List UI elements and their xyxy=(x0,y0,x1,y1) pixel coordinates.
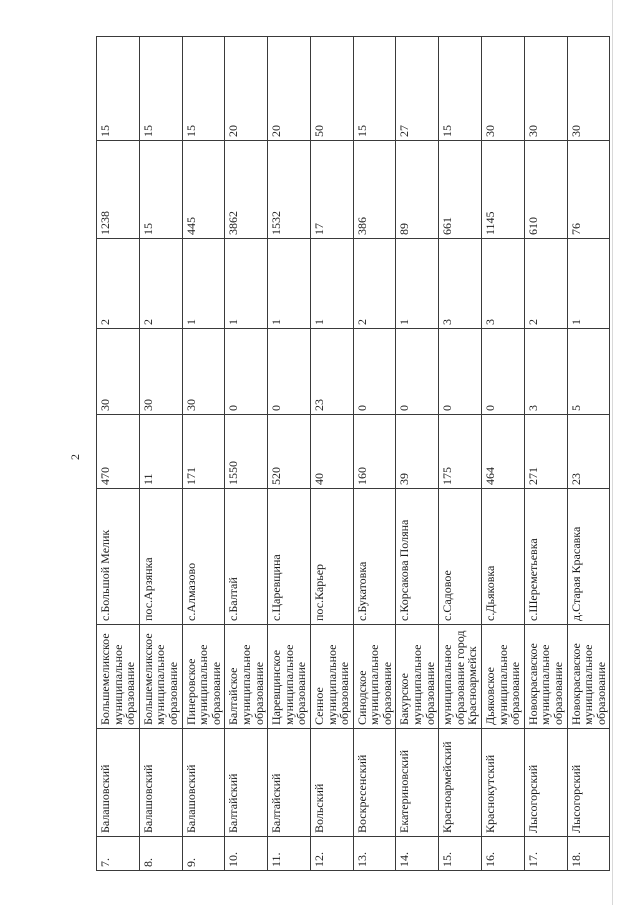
cell-col-value-3: 1 xyxy=(396,239,439,329)
cell-col-value-3: 1 xyxy=(268,239,311,329)
cell-municipality: Царевщинское муниципальное образование xyxy=(268,625,311,729)
cell-col-value-4: 445 xyxy=(182,141,225,239)
cell-row-number: 12. xyxy=(310,837,353,871)
cell-col-value-5: 50 xyxy=(310,37,353,141)
cell-col-value-5: 30 xyxy=(524,37,567,141)
table-row xyxy=(482,37,525,871)
cell-row-number: 16. xyxy=(482,837,525,871)
cell-col-value-1: 23 xyxy=(567,415,610,489)
cell-col-value-1: 39 xyxy=(396,415,439,489)
cell-col-value-5: 15 xyxy=(97,37,140,141)
cell-col-value-3: 2 xyxy=(524,239,567,329)
cell-col-value-5: 15 xyxy=(353,37,396,141)
cell-row-number: 17. xyxy=(524,837,567,871)
cell-col-value-4: 610 xyxy=(524,141,567,239)
cell-municipality: Дьяковское муниципальное образование xyxy=(482,625,525,729)
cell-col-value-1: 175 xyxy=(439,415,482,489)
cell-settlement: пос.Карьер xyxy=(310,489,353,625)
cell-settlement: с.Царевщина xyxy=(268,489,311,625)
cell-col-value-5: 30 xyxy=(567,37,610,141)
cell-district: Лысогорский xyxy=(567,729,610,837)
cell-col-value-5: 20 xyxy=(268,37,311,141)
cell-col-value-2: 30 xyxy=(139,329,182,415)
table-row xyxy=(97,37,140,871)
cell-municipality: Новокрасавское муниципальное образование xyxy=(567,625,610,729)
table-row xyxy=(268,37,311,871)
cell-col-value-2: 30 xyxy=(182,329,225,415)
cell-municipality: Синодское муниципальное образование xyxy=(353,625,396,729)
table-row xyxy=(524,37,567,871)
cell-settlement: д.Старая Красавка xyxy=(567,489,610,625)
cell-district: Балашовский xyxy=(97,729,140,837)
cell-col-value-5: 15 xyxy=(439,37,482,141)
cell-district: Балашовский xyxy=(182,729,225,837)
table-container xyxy=(96,37,608,871)
table-row xyxy=(225,37,268,871)
cell-settlement: с.Садовое xyxy=(439,489,482,625)
cell-col-value-5: 27 xyxy=(396,37,439,141)
cell-settlement: с.Корсакова Поляна xyxy=(396,489,439,625)
cell-municipality: Сенное муниципальное образование xyxy=(310,625,353,729)
cell-settlement: с.Балтай xyxy=(225,489,268,625)
cell-col-value-2: 0 xyxy=(225,329,268,415)
cell-settlement: с.Шереметьевка xyxy=(524,489,567,625)
cell-municipality: Новокрасавское муниципальное образование xyxy=(524,625,567,729)
cell-col-value-4: 1238 xyxy=(97,141,140,239)
cell-row-number: 13. xyxy=(353,837,396,871)
table-row xyxy=(310,37,353,871)
cell-district: Красноармейский xyxy=(439,729,482,837)
cell-col-value-1: 160 xyxy=(353,415,396,489)
cell-col-value-4: 1145 xyxy=(482,141,525,239)
cell-row-number: 8. xyxy=(139,837,182,871)
cell-col-value-2: 5 xyxy=(567,329,610,415)
table-row xyxy=(439,37,482,871)
cell-row-number: 15. xyxy=(439,837,482,871)
cell-district: Краснокутский xyxy=(482,729,525,837)
cell-municipality: Балтайское муниципальное образование xyxy=(225,625,268,729)
cell-col-value-3: 3 xyxy=(439,239,482,329)
cell-row-number: 14. xyxy=(396,837,439,871)
cell-municipality: Большемеликское муниципальное образование xyxy=(139,625,182,729)
table-body xyxy=(97,37,610,871)
table-row xyxy=(396,37,439,871)
cell-municipality: Бакурское муниципальное образование xyxy=(396,625,439,729)
cell-district: Вольский xyxy=(310,729,353,837)
cell-col-value-4: 3862 xyxy=(225,141,268,239)
cell-col-value-2: 0 xyxy=(439,329,482,415)
cell-row-number: 18. xyxy=(567,837,610,871)
page-number: 2 xyxy=(68,454,82,460)
cell-col-value-5: 15 xyxy=(139,37,182,141)
cell-district: Екатериновский xyxy=(396,729,439,837)
cell-col-value-2: 0 xyxy=(482,329,525,415)
cell-col-value-1: 40 xyxy=(310,415,353,489)
cell-col-value-4: 76 xyxy=(567,141,610,239)
cell-col-value-1: 520 xyxy=(268,415,311,489)
cell-col-value-1: 470 xyxy=(97,415,140,489)
cell-col-value-1: 271 xyxy=(524,415,567,489)
cell-col-value-3: 1 xyxy=(567,239,610,329)
cell-col-value-3: 3 xyxy=(482,239,525,329)
cell-col-value-4: 386 xyxy=(353,141,396,239)
cell-district: Балтайский xyxy=(225,729,268,837)
cell-col-value-2: 30 xyxy=(97,329,140,415)
cell-col-value-1: 464 xyxy=(482,415,525,489)
cell-col-value-2: 0 xyxy=(268,329,311,415)
cell-col-value-2: 0 xyxy=(353,329,396,415)
cell-municipality: муниципальное образование город Красноармейск xyxy=(439,625,482,729)
scan-edge-line xyxy=(612,0,613,905)
cell-row-number: 7. xyxy=(97,837,140,871)
cell-settlement: с.Букатовка xyxy=(353,489,396,625)
cell-col-value-2: 0 xyxy=(396,329,439,415)
cell-settlement: с.Дьяковка xyxy=(482,489,525,625)
cell-col-value-5: 15 xyxy=(182,37,225,141)
cell-col-value-3: 1 xyxy=(310,239,353,329)
cell-district: Воскресенский xyxy=(353,729,396,837)
cell-municipality: Пинеровское муниципальное образование xyxy=(182,625,225,729)
cell-col-value-2: 3 xyxy=(524,329,567,415)
table-row xyxy=(182,37,225,871)
cell-settlement: с.Большой Мелик xyxy=(97,489,140,625)
cell-settlement: пос.Арзянка xyxy=(139,489,182,625)
cell-row-number: 10. xyxy=(225,837,268,871)
cell-district: Балашовский xyxy=(139,729,182,837)
cell-col-value-3: 2 xyxy=(139,239,182,329)
cell-col-value-4: 1532 xyxy=(268,141,311,239)
cell-col-value-1: 171 xyxy=(182,415,225,489)
cell-district: Балтайский xyxy=(268,729,311,837)
cell-district: Лысогорский xyxy=(524,729,567,837)
cell-col-value-1: 11 xyxy=(139,415,182,489)
cell-col-value-5: 20 xyxy=(225,37,268,141)
table-row xyxy=(353,37,396,871)
cell-col-value-3: 2 xyxy=(353,239,396,329)
cell-col-value-3: 1 xyxy=(182,239,225,329)
cell-col-value-2: 23 xyxy=(310,329,353,415)
cell-settlement: с.Алмазово xyxy=(182,489,225,625)
cell-col-value-1: 1550 xyxy=(225,415,268,489)
table-row xyxy=(139,37,182,871)
cell-col-value-4: 661 xyxy=(439,141,482,239)
cell-col-value-3: 2 xyxy=(97,239,140,329)
rotated-table xyxy=(96,37,608,871)
data-table xyxy=(96,36,610,871)
cell-col-value-4: 15 xyxy=(139,141,182,239)
cell-row-number: 11. xyxy=(268,837,311,871)
cell-row-number: 9. xyxy=(182,837,225,871)
cell-municipality: Большемеликское муниципальное образование xyxy=(97,625,140,729)
cell-col-value-5: 30 xyxy=(482,37,525,141)
cell-col-value-4: 89 xyxy=(396,141,439,239)
table-row xyxy=(567,37,610,871)
cell-col-value-4: 17 xyxy=(310,141,353,239)
cell-col-value-3: 1 xyxy=(225,239,268,329)
